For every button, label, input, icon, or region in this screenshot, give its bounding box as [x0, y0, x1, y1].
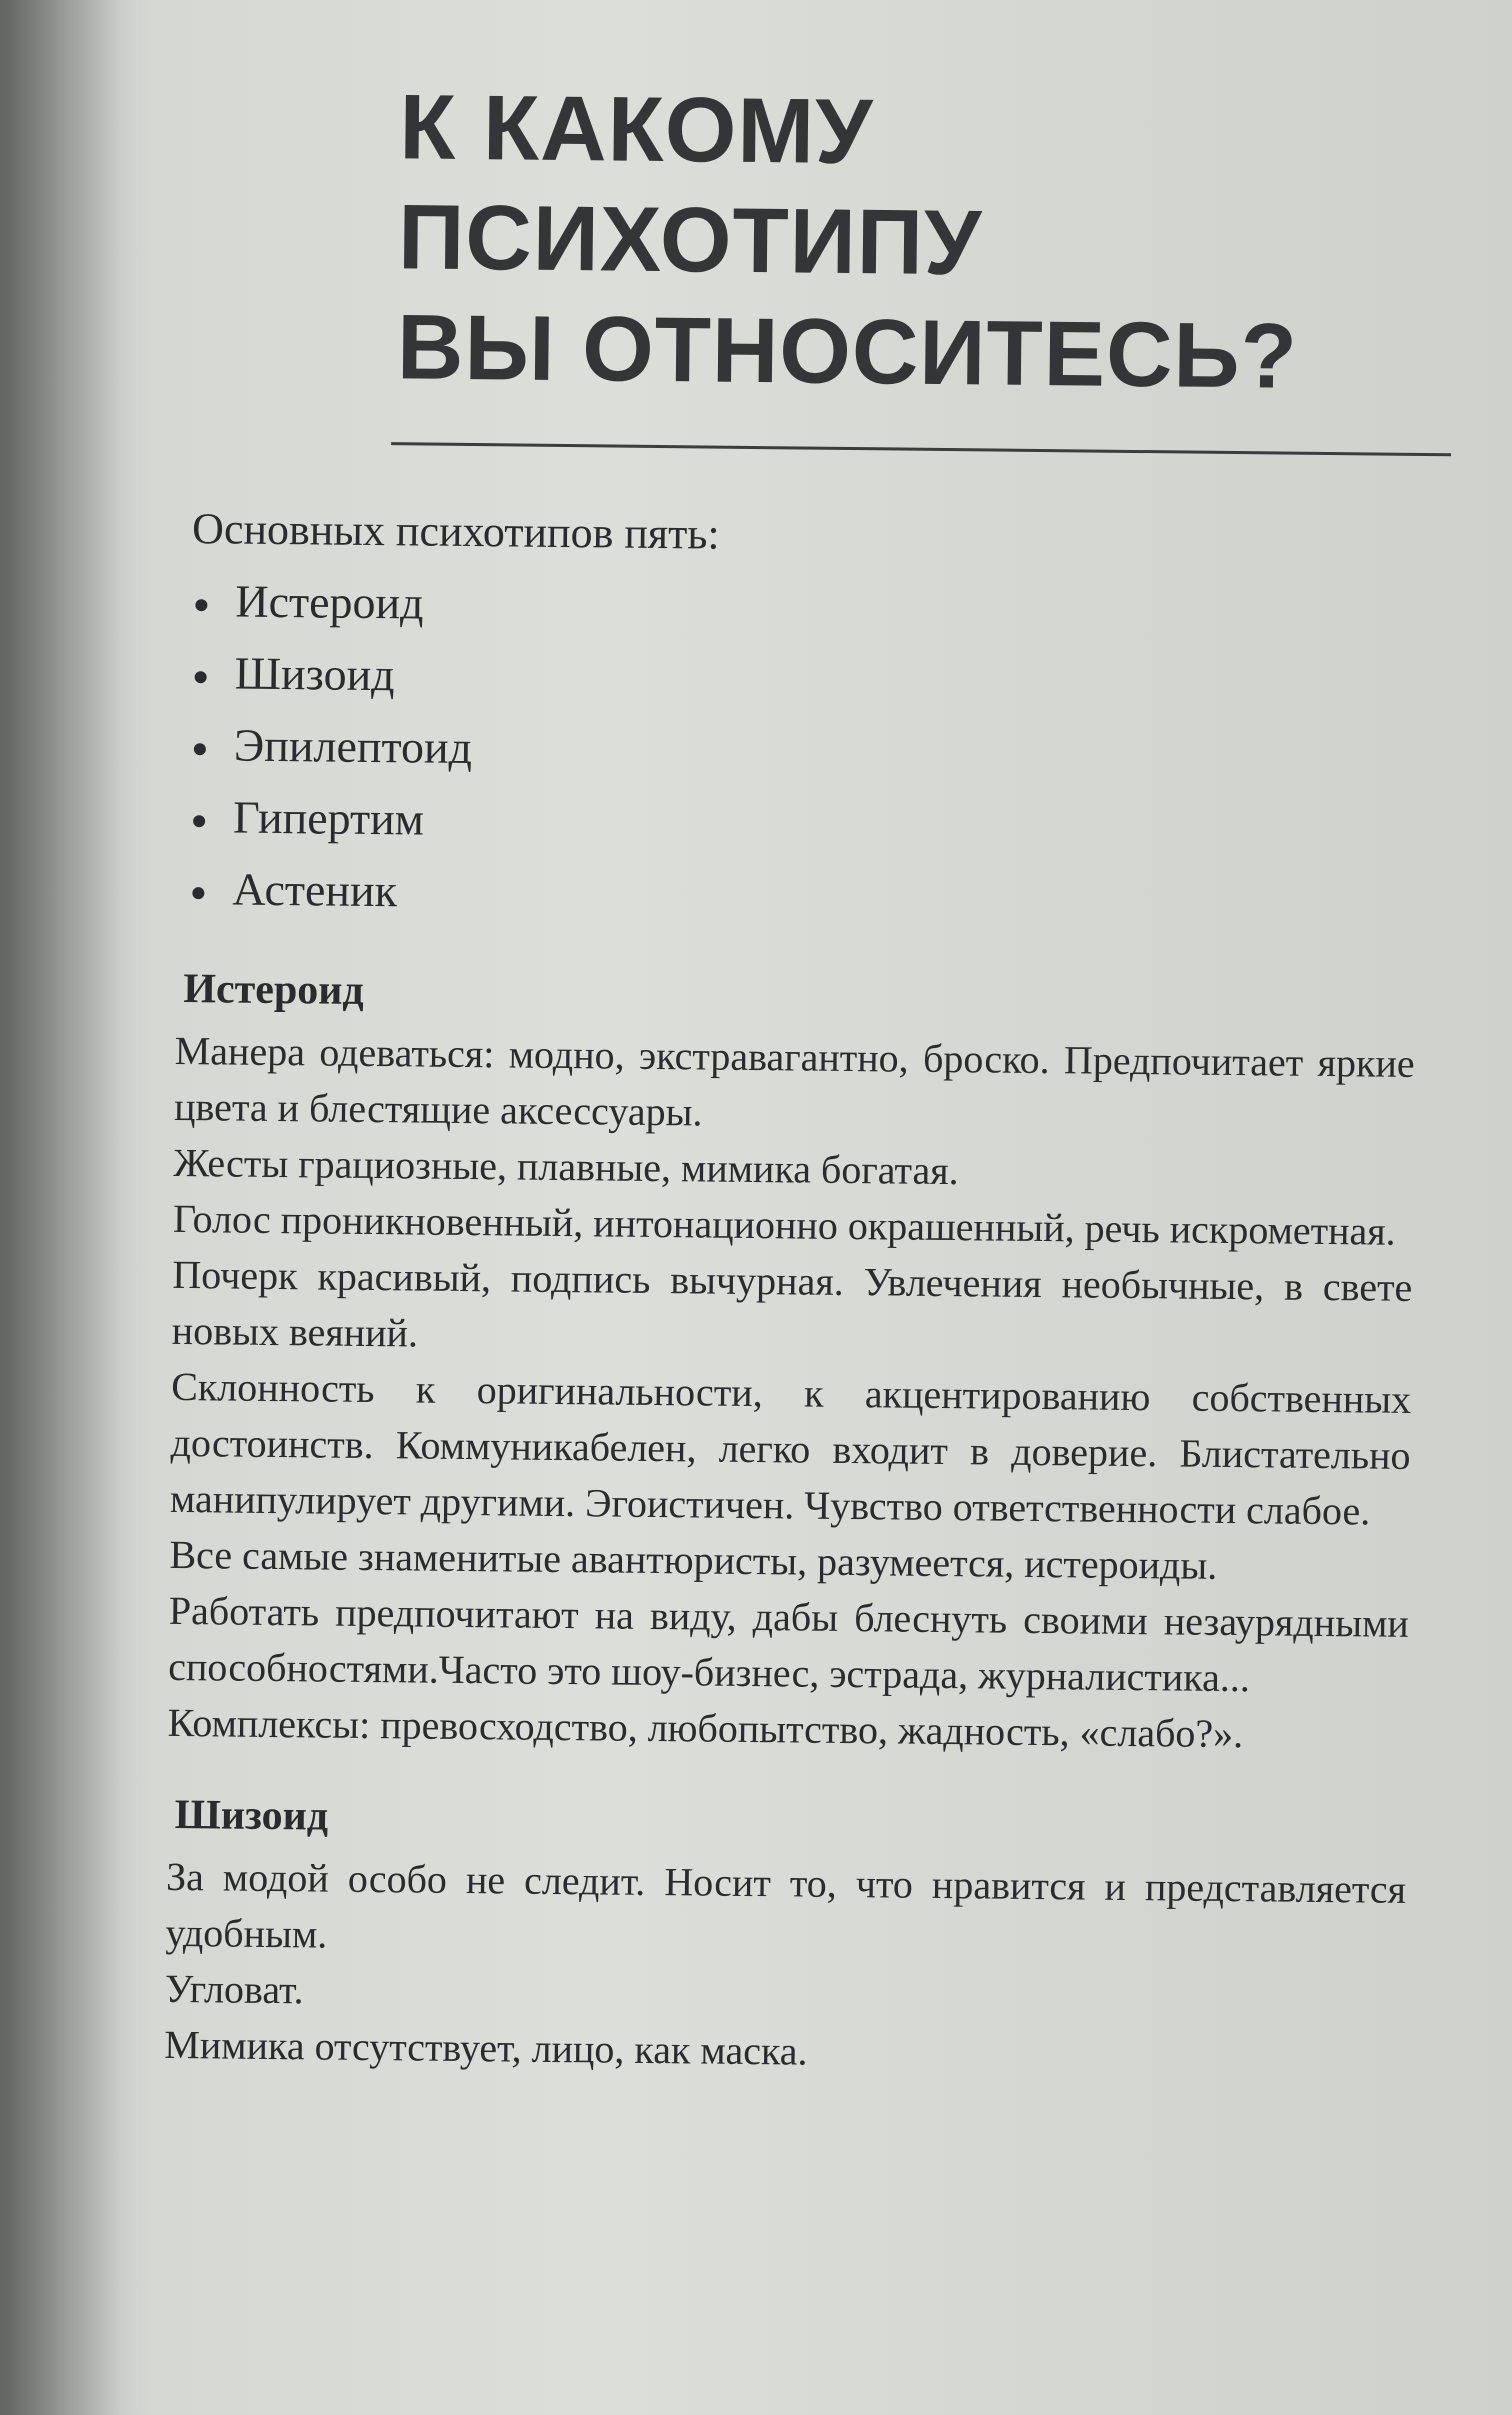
paragraph: Манера одеваться: модно, экстравагантно, броско. Предпочитает яркие цвета и блестящие аксессуары.	[173, 1027, 1415, 1135]
section-heading: Истероид	[183, 966, 364, 1014]
section-body	[164, 1849, 1406, 2086]
section-shizoid	[164, 1787, 1417, 2086]
paragraph: Мимика отсутствует, лицо, как маска.	[164, 2021, 808, 2074]
paragraph: Склонность к оригинальности, к акцентированию собственных достоинств. Коммуникабелен, легко входит в доверие. Блистательно манипулирует другими. Эгоистичен. Чувство ответственности слабое.	[169, 1363, 1412, 1534]
paragraph: Угловат.	[164, 1965, 304, 2013]
spine-shadow	[0, 0, 120, 2415]
section-isteroid	[167, 961, 1425, 1764]
section-body	[167, 1023, 1415, 1764]
title-line-3: ВЫ ОТНОСИТЕСЬ?	[396, 296, 1299, 408]
paragraph: Голос проникновенный, интонационно окрашенный, речь искрометная.	[172, 1195, 1396, 1254]
page-content	[164, 70, 1435, 2086]
intro-text: Основных психотипов пять:	[191, 504, 720, 559]
list-item: Астеник	[188, 853, 1427, 938]
paragraph: Жесты грациозные, плавные, мимика богатая.	[173, 1139, 959, 1194]
section-heading: Шизоид	[174, 1791, 329, 1840]
paragraph: Все самые знаменитые авантюристы, разумеется, истероиды.	[169, 1531, 1218, 1588]
paragraph: Комплексы: превосходство, любопытство, жадность, «слабо?».	[167, 1699, 1244, 1757]
paragraph: За модой особо не следит. Носит то, что нравится и представляется удобным.	[165, 1853, 1407, 1957]
list-item: Гипертим	[189, 781, 1428, 866]
title-line-2: ПСИХОТИПУ	[397, 186, 983, 295]
list-item: Шизоид	[190, 637, 1429, 722]
title-line-1: К КАКОМУ	[398, 76, 874, 184]
paragraph: Почерк красивый, подпись вычурная. Увлечения необычные, в свете новых веяний.	[171, 1251, 1413, 1356]
list-item: Истероид	[191, 565, 1430, 650]
list-item: Эпилептоид	[190, 709, 1429, 794]
page-title	[397, 72, 1435, 413]
paragraph: Работать предпочитают на виду, дабы блеснуть своими незаурядными способностями.Часто это шоу-бизнес, эстрада, журналистика...	[168, 1587, 1410, 1701]
title-divider	[391, 442, 1451, 456]
psychotype-list	[188, 565, 1430, 938]
